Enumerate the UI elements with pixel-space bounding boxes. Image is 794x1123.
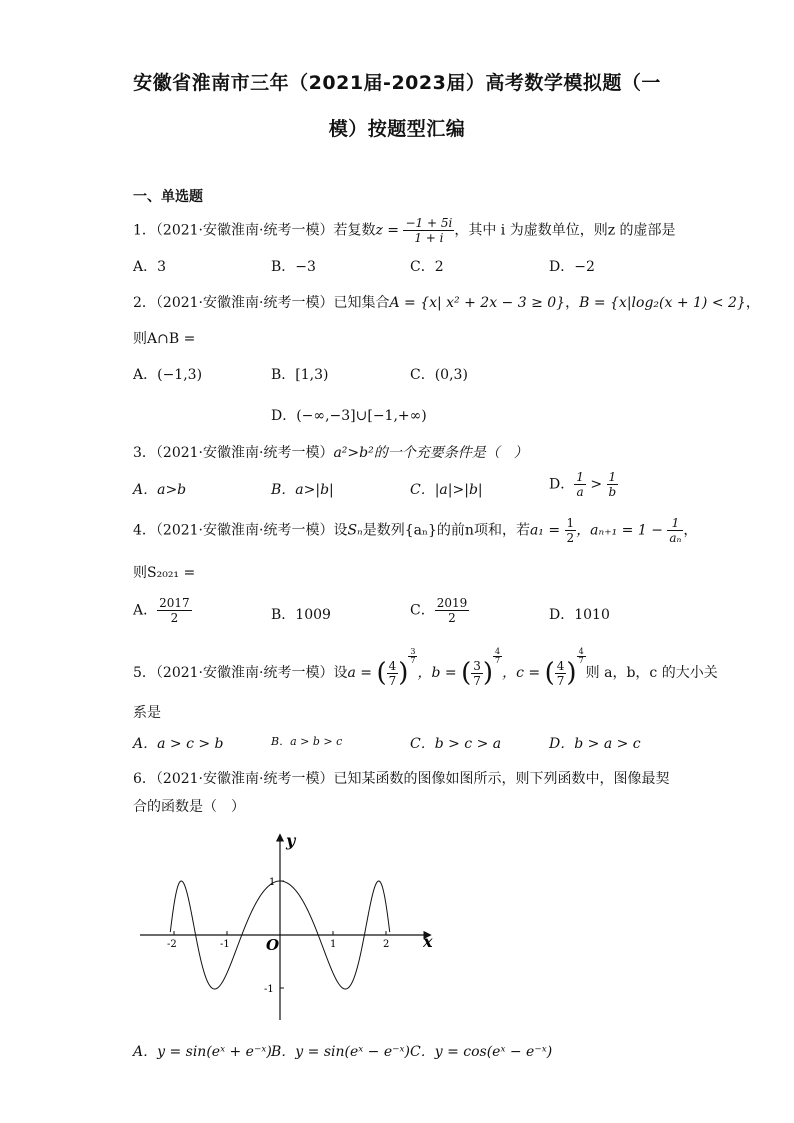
q1-option-b[interactable]: B．−3 bbox=[271, 259, 316, 275]
tick-label-x-1: 1 bbox=[330, 939, 337, 950]
q3-option-b[interactable]: B．a>|b| bbox=[271, 482, 334, 498]
question-6-line2: 合的函数是（ ） bbox=[133, 799, 245, 815]
tick-label-y-neg1: -1 bbox=[264, 984, 274, 995]
x-axis-label: x bbox=[423, 932, 433, 951]
q5-option-a[interactable]: A．a > c > b bbox=[133, 736, 224, 752]
question-2: 2．（2021·安徽淮南·统考一模）已知集合A = {x| x² + 2x − 3 ≥ 0}，B = {x|log₂(x + 1) < 2}， bbox=[133, 295, 760, 311]
q3-option-a[interactable]: A．a>b bbox=[133, 482, 187, 498]
q2-option-d[interactable]: D．(−∞,−3]∪[−1,+∞) bbox=[271, 408, 427, 424]
page-title-line2: 模）按题型汇编 bbox=[328, 118, 466, 140]
fraction: $\frac{-1 + 5i}{1 + i}$ bbox=[405, 216, 453, 245]
q5-option-b[interactable]: B．a > b > c bbox=[271, 735, 343, 748]
tick-label-y-1: 1 bbox=[269, 877, 276, 888]
q2-option-b[interactable]: B．[1,3) bbox=[271, 367, 329, 383]
q1-option-a[interactable]: A．3 bbox=[133, 259, 167, 275]
question-1: 1．（2021·安徽淮南·统考一模）若复数z = $\frac{-1 + 5i}{1 + i}$ ，其中 i 为虚数单位，则z 的虚部是 bbox=[133, 216, 676, 245]
question-6: 6．（2021·安徽淮南·统考一模）已知某函数的图像如图所示，则下列函数中，图像最契 bbox=[133, 771, 670, 787]
q1-option-c[interactable]: C．2 bbox=[410, 259, 444, 275]
y-axis-label: y bbox=[286, 831, 296, 850]
q1-option-d[interactable]: D．−2 bbox=[549, 259, 595, 275]
q5-option-c[interactable]: C．b > c > a bbox=[410, 736, 502, 752]
question-3: 3．（2021·安徽淮南·统考一模）a²>b²的一个充要条件是（ ） bbox=[133, 445, 528, 461]
tick-label-x-neg2: -2 bbox=[167, 939, 177, 950]
q4-option-d[interactable]: D．1010 bbox=[549, 607, 610, 623]
q2-option-a[interactable]: A．(−1,3) bbox=[133, 367, 203, 383]
q5-option-d[interactable]: D．b > a > c bbox=[549, 736, 641, 752]
q3-option-d[interactable]: D． $\frac{1}{a}$ > $\frac{1}{b}$ bbox=[549, 470, 617, 499]
q2-option-c[interactable]: C．(0,3) bbox=[410, 367, 468, 383]
page-title-line1: 安徽省淮南市三年（2021届-2023届）高考数学模拟题（一 bbox=[133, 72, 661, 94]
q4-option-a[interactable]: A． $\frac{2017}{2}$ bbox=[133, 596, 190, 625]
question-5-line2: 系是 bbox=[133, 705, 161, 721]
section-heading-single-choice: 一、单选题 bbox=[133, 189, 203, 205]
question-source: （2021·安徽淮南·统考一模） bbox=[155, 222, 334, 239]
question-4-line2: 则S₂₀₂₁ = bbox=[133, 565, 196, 581]
question-4: 4．（2021·安徽淮南·统考一模）设Sₙ是数列{aₙ}的前n项和，若a₁ = $\frac{1}{2}$ ，aₙ₊₁ = 1 − $\frac{1}{\text{aₙ}}$ ， bbox=[133, 516, 698, 545]
q6-option-c[interactable]: C．y = cos(eˣ − e⁻ˣ) bbox=[410, 1044, 553, 1060]
tick-label-x-neg1: -1 bbox=[220, 939, 230, 950]
q6-option-b[interactable]: B．y = sin(eˣ − e⁻ˣ) bbox=[271, 1044, 410, 1060]
question-2-line2: 则A∩B = bbox=[133, 331, 196, 347]
tick-label-x-2: 2 bbox=[383, 939, 390, 950]
q4-option-b[interactable]: B．1009 bbox=[271, 607, 331, 623]
q4-option-c[interactable]: C． $\frac{2019}{2}$ bbox=[410, 596, 468, 625]
origin-label: O bbox=[266, 936, 280, 954]
q6-option-a[interactable]: A．y = sin(eˣ + e⁻ˣ) bbox=[133, 1044, 272, 1060]
question-5: 5．（2021·安徽淮南·统考一模）设a = ( $\frac{4}{7}$ ) $\frac{3}{7}$ ，b = ( $\frac{3}{7}$ ) $\frac{4}{7}$ ，c = ( $\frac{4}{7}$ ) $\frac{4}{7}$ 则 a，b，c 的大小关 bbox=[133, 647, 718, 688]
q3-option-c[interactable]: C．|a|>|b| bbox=[410, 482, 483, 498]
function-graph bbox=[130, 820, 450, 1030]
